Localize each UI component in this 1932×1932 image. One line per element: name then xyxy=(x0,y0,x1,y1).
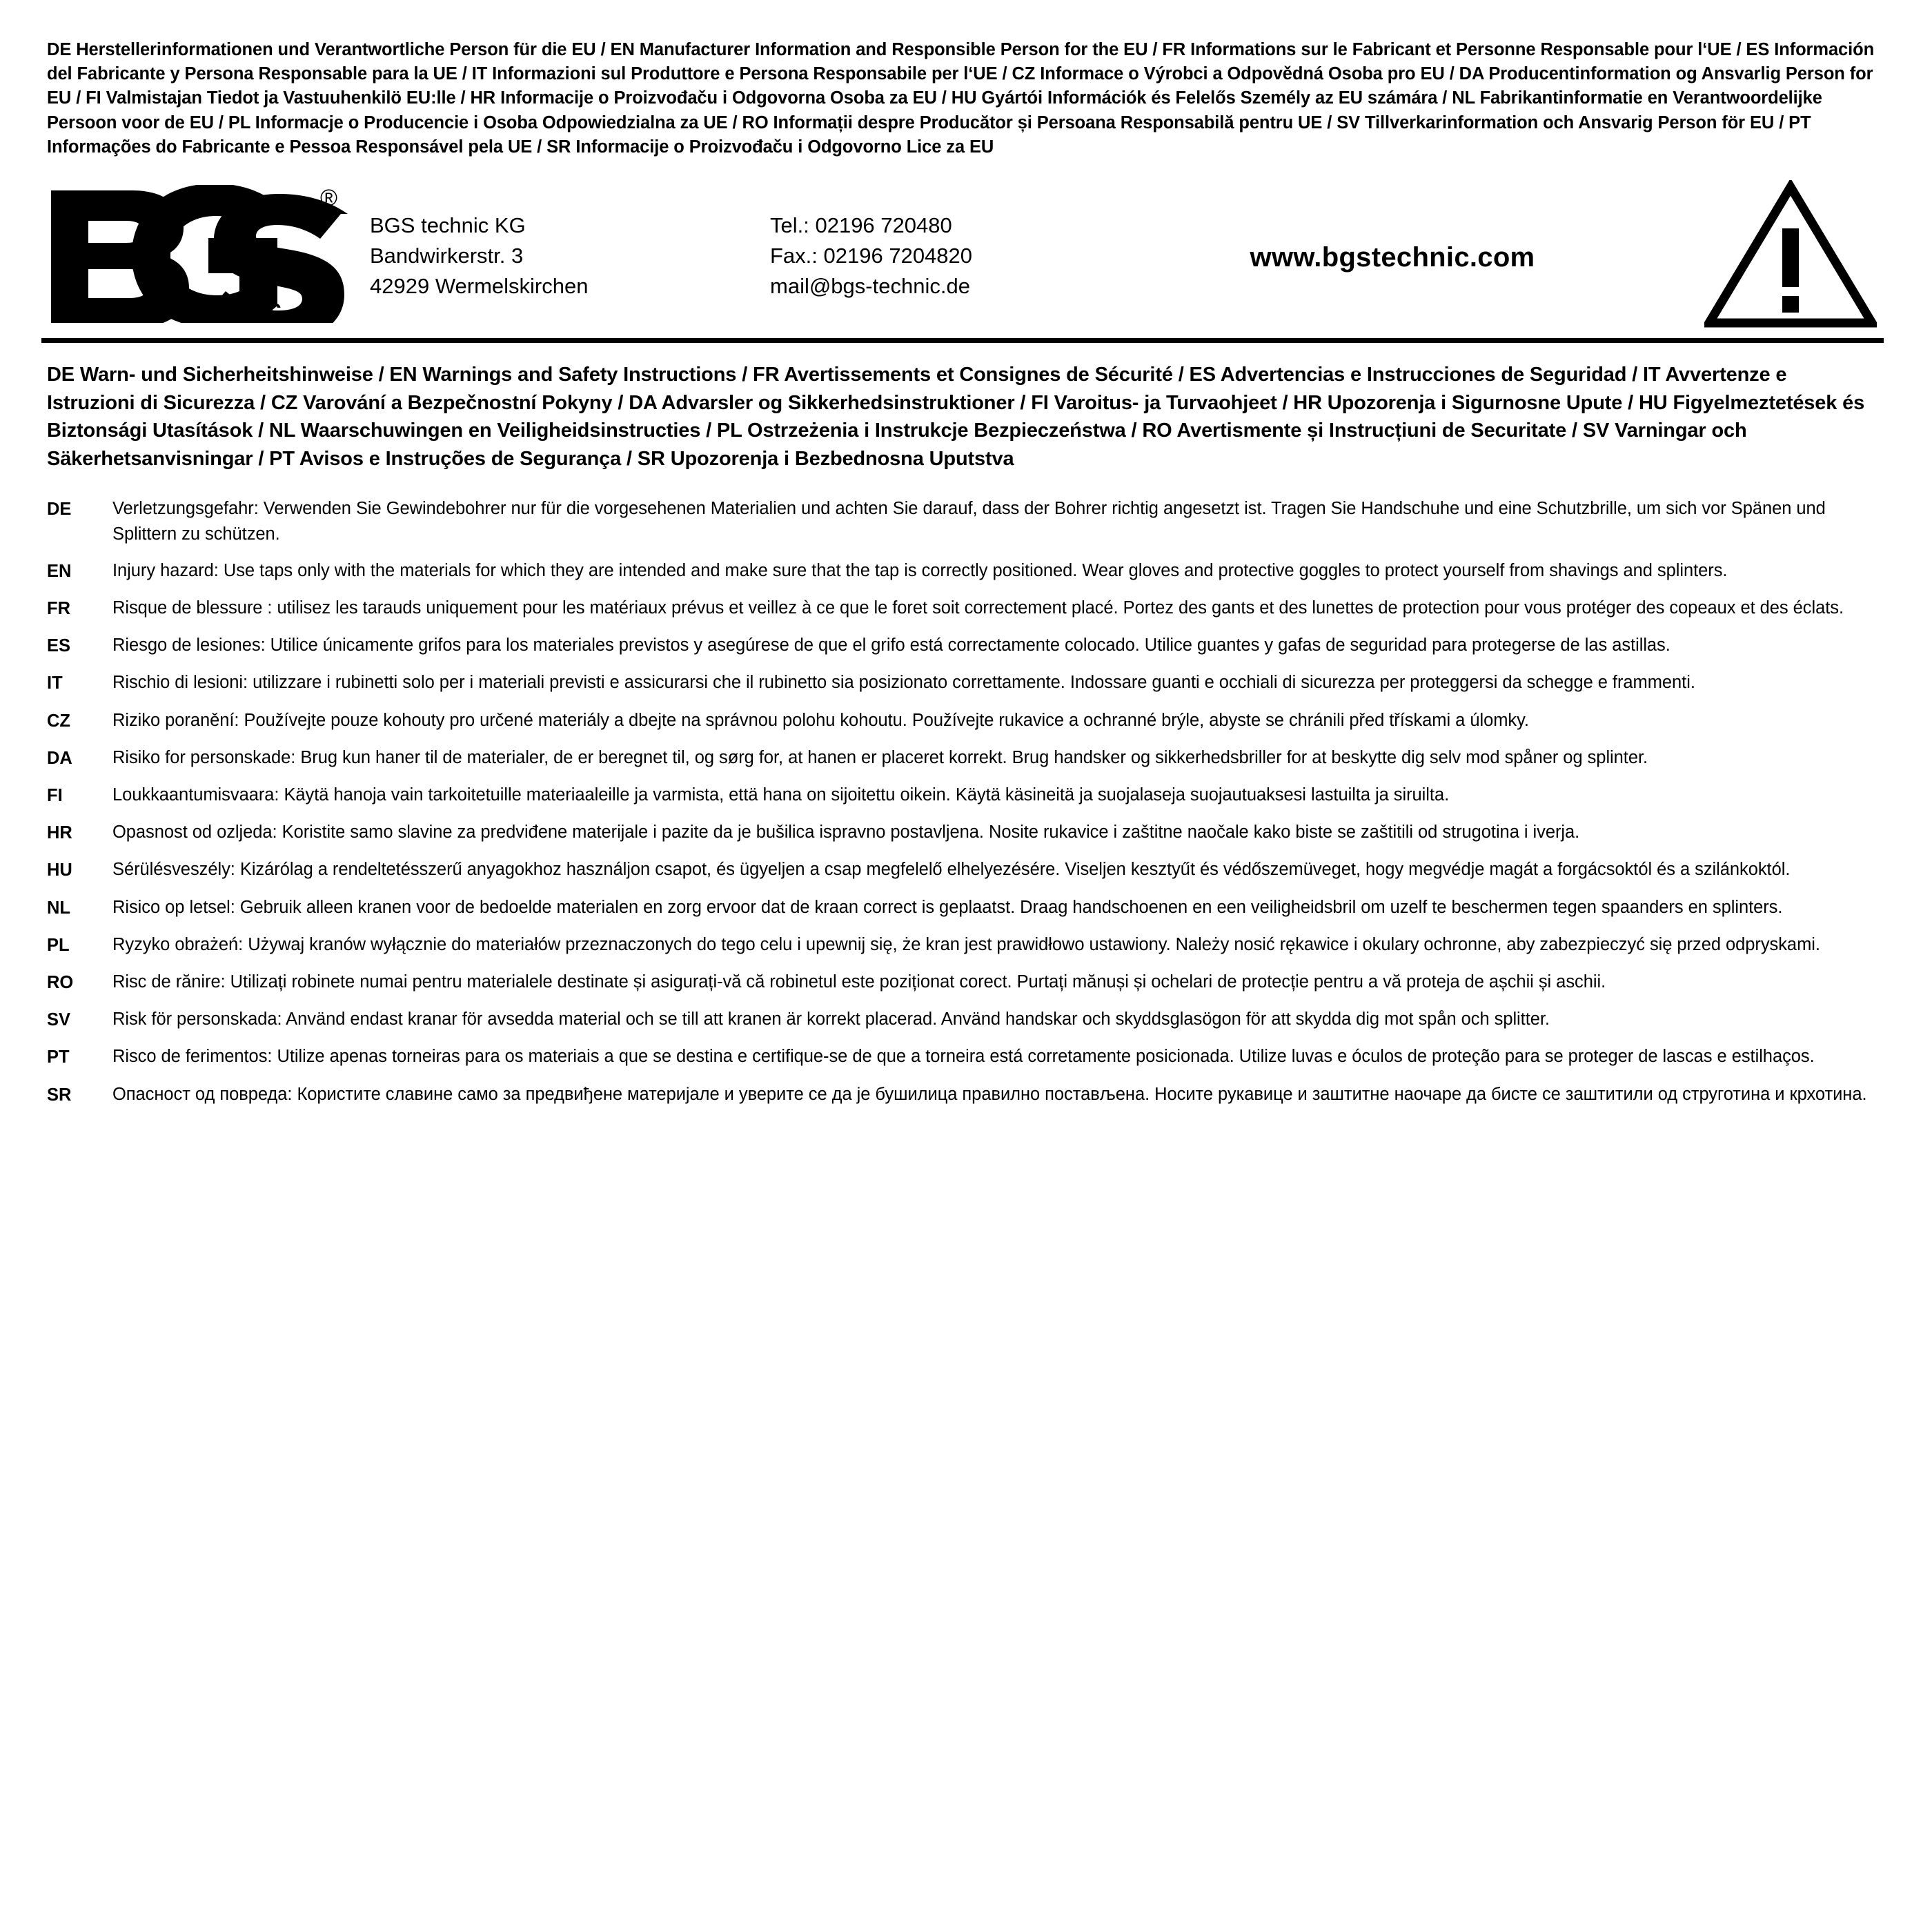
company-name: BGS technic KG xyxy=(370,213,526,238)
warning-row xyxy=(47,969,1880,995)
manufacturer-info-heading: DE Herstellerinformationen und Verantwortliche Person für die EU / EN Manufacturer Information and Responsible Person for the EU / FR Informations sur le Fabricant et Personne Responsable pour l‘UE / ES Información del Fabricante y Persona Responsable para la UE / IT Informazioni sul Produttore e Persona Responsabile per l‘UE / CZ Informace o Výrobci a Odpovědná Osoba pro EU / DA Producentinformation og Ansvarlig Person for EU / FI Valmistajan Tiedot ja Vastuuhenkilö EU:lle / HR Informacije o Proizvođaču i Odgovorna Osoba za EU / HU Gyártói Információk és Felelős Személy az EU számára / NL Fabrikantinformatie en Verantwoordelijke Persoon voor de EU / PL Informacje o Producencie i Osoba Odpowiedzialna za UE / RO Informații despre Producător și Persoana Responsabilă pentru UE / SV Tillverkarinformation och Ansvarig Person för EU / PT Informações do Fabricante e Pessoa Responsável pela UE / SR Informacije o Proizvođaču i Odgovorno Lice za EU xyxy=(47,40,1875,157)
svg-text:®: ® xyxy=(320,185,338,212)
warning-row xyxy=(47,558,1880,584)
company-address xyxy=(370,206,770,302)
warning-text: Injury hazard: Use taps only with the materials for which they are intended and make sure that the tap is correctly positioned. Wear gloves and protective goggles to protect yourself from shavings and splinters. xyxy=(112,560,1728,580)
warning-text: Risc de rănire: Utilizați robinete numai pentru materialele destinate și asigurați-vă că robinetul este poziționat corect. Purtați mănuși și ochelari de protecție pentru a vă proteja de așchii și aschii. xyxy=(112,972,1606,992)
bgs-logo-icon xyxy=(46,185,363,323)
language-code: PT xyxy=(47,1047,70,1067)
language-code: ES xyxy=(47,636,71,656)
company-email: mail@bgs-technic.de xyxy=(770,274,970,299)
warning-text: Ryzyko obrażeń: Używaj kranów wyłącznie do materiałów przeznaczonych do tego celu i upewnij się, że kran jest prawidłowo ustawiony. Należy nosić rękawice i okulary ochronne, aby zabezpieczyć się przed odpryskami. xyxy=(112,934,1820,954)
warning-row xyxy=(47,1044,1880,1070)
warning-row xyxy=(47,708,1880,733)
company-website: www.bgstechnic.com xyxy=(1250,241,1535,273)
language-code: SR xyxy=(47,1085,72,1105)
warning-row xyxy=(47,595,1880,621)
language-code: CZ xyxy=(47,711,70,731)
language-code: NL xyxy=(47,898,70,918)
company-city: 42929 Wermelskirchen xyxy=(370,274,589,299)
warning-row xyxy=(47,857,1880,883)
warnings-list xyxy=(41,496,1884,1107)
warning-text: Risiko for personskade: Brug kun haner til de materialer, de er beregnet til, og sørg for, at hanen er placeret korrekt. Brug handsker og sikkerhedsbriller for at beskytte dig selv mod spåner og splinter. xyxy=(112,747,1648,767)
company-street: Bandwirkerstr. 3 xyxy=(370,244,524,268)
language-code: PL xyxy=(47,935,70,955)
language-code: DA xyxy=(47,748,72,768)
warning-row xyxy=(47,496,1880,546)
language-code: HU xyxy=(47,860,72,880)
warning-row xyxy=(47,932,1880,958)
warning-text: Opasnost od ozljeda: Koristite samo slavine za predviđene materijale i pazite da je bušilica ispravno postavljena. Nosite rukavice i zaštitne naočale kako biste se zaštitili od strugotina i iverja. xyxy=(112,822,1580,842)
language-code: HR xyxy=(47,823,72,843)
warning-text: Verletzungsgefahr: Verwenden Sie Gewindebohrer nur für die vorgesehenen Materialien und achten Sie darauf, dass der Bohrer richtig angesetzt ist. Tragen Sie Handschuhe und eine Schutzbrille, um sich vor Spänen und Splittern zu schützen. xyxy=(112,499,1826,544)
warning-text: Loukkaantumisvaara: Käytä hanoja vain tarkoitetuille materiaaleille ja varmista, että hana on sijoitettu oikein. Käytä käsineitä ja suojalaseja suojautuaksesi lastuilta ja siruilta. xyxy=(112,785,1450,805)
company-contact xyxy=(770,206,1094,302)
language-code: FR xyxy=(47,598,70,618)
language-code: EN xyxy=(47,561,72,581)
warning-row xyxy=(47,820,1880,845)
bgs-logo xyxy=(46,185,370,323)
language-code: DE xyxy=(47,500,72,520)
warning-text: Sérülésveszély: Kizárólag a rendeltetésszerű anyagokhoz használjon csapot, és ügyeljen a csap megfelelő elhelyezésére. Viseljen kesztyűt és védőszemüveget, hogy megvédje magát a forgácsoktól és a szilánkoktól. xyxy=(112,860,1791,880)
language-code: FI xyxy=(47,785,63,805)
warning-text: Risque de blessure : utilisez les tarauds uniquement pour les matériaux prévus et veillez à ce que le foret soit correctement placé. Portez des gants et des lunettes de protection pour vous protéger des copeaux et des éclats. xyxy=(112,598,1844,618)
language-code: RO xyxy=(47,972,74,992)
warning-row xyxy=(47,782,1880,808)
warning-row xyxy=(47,633,1880,658)
company-header-band xyxy=(41,172,1884,343)
warning-row xyxy=(47,1007,1880,1032)
warning-text: Risk för personskada: Använd endast kranar för avsedda material och se till att kranen är korrekt placerad. Använd handskar och skyddsglasögon för att skydda dig mot spån och splitter. xyxy=(112,1009,1550,1029)
company-tel: Tel.: 02196 720480 xyxy=(770,213,952,238)
warning-text: Опасност од повреда: Користите славине само за предвиђене материјале и уверите се да је бушилица правилно постављена. Носите рукавице и заштитне наочаре да бисте се заштитили од струготина и крхотина. xyxy=(112,1084,1867,1104)
warning-text: Risco de ferimentos: Utilize apenas torneiras para os materiais a que se destina e certifique-se de que a torneira está corretamente posicionada. Utilize luvas e óculos de proteção para se proteger de lascas e estilhaços. xyxy=(112,1047,1815,1067)
safety-instructions-heading: DE Warn- und Sicherheitshinweise / EN Warnings and Safety Instructions / FR Avertissements et Consignes de Sécurité / ES Advertencias e Instrucciones de Seguridad / IT Avvertenze e Istruzioni di Sicurezza / CZ Varování a Bezpečnostní Pokyny / DA Advarsler og Sikkerhedsinstruktioner / FI Varoitus- ja Turvaohjeet / HR Upozorenja i Sigurnosne Upute / HU Figyelmeztetések és Biztonsági Utasítások / NL Waarschuwingen en Veiligheidsinstructies / PL Ostrzeżenia i Instrukcje Bezpieczeństwa / RO Avertismente și Instrucțiuni de Securitate / SV Varningar och Säkerhetsanvisningar / PT Avisos e Instruções de Segurança / SR Upozorenja i Bezbednosna Uputstva xyxy=(47,363,1865,470)
warning-text: Riziko poranění: Používejte pouze kohouty pro určené materiály a dbejte na správnou polohu kohoutu. Používejte rukavice a ochranné brýle, abyste se chránili před třískami a úlomky. xyxy=(112,710,1529,730)
warning-row xyxy=(47,670,1880,696)
language-code: SV xyxy=(47,1010,71,1030)
warning-row xyxy=(47,745,1880,771)
company-fax: Fax.: 02196 7204820 xyxy=(770,244,973,268)
warning-row xyxy=(47,895,1880,920)
language-code: IT xyxy=(47,673,63,693)
warning-text: Riesgo de lesiones: Utilice únicamente grifos para los materiales previstos y asegúrese de que el grifo está correctamente colocado. Utilice guantes y gafas de seguridad para protegerse de las astillas. xyxy=(112,635,1670,656)
warning-row xyxy=(47,1082,1880,1107)
svg-text:t e c h n i c: t e c h n i c xyxy=(127,295,284,322)
warning-triangle-icon xyxy=(1690,180,1877,328)
warning-text: Risico op letsel: Gebruik alleen kranen voor de bedoelde materialen en zorg ervoor dat de kraan correct is geplaatst. Draag handschoenen en een veiligheidsbril om uzelf te beschermen tegen spaanders en splinters. xyxy=(112,897,1783,917)
warning-text: Rischio di lesioni: utilizzare i rubinetti solo per i materiali previsti e assicurarsi che il rubinetto sia posizionato correttamente. Indossare guanti e occhiali di sicurezza per proteggersi da schegge e frammenti. xyxy=(112,673,1695,693)
